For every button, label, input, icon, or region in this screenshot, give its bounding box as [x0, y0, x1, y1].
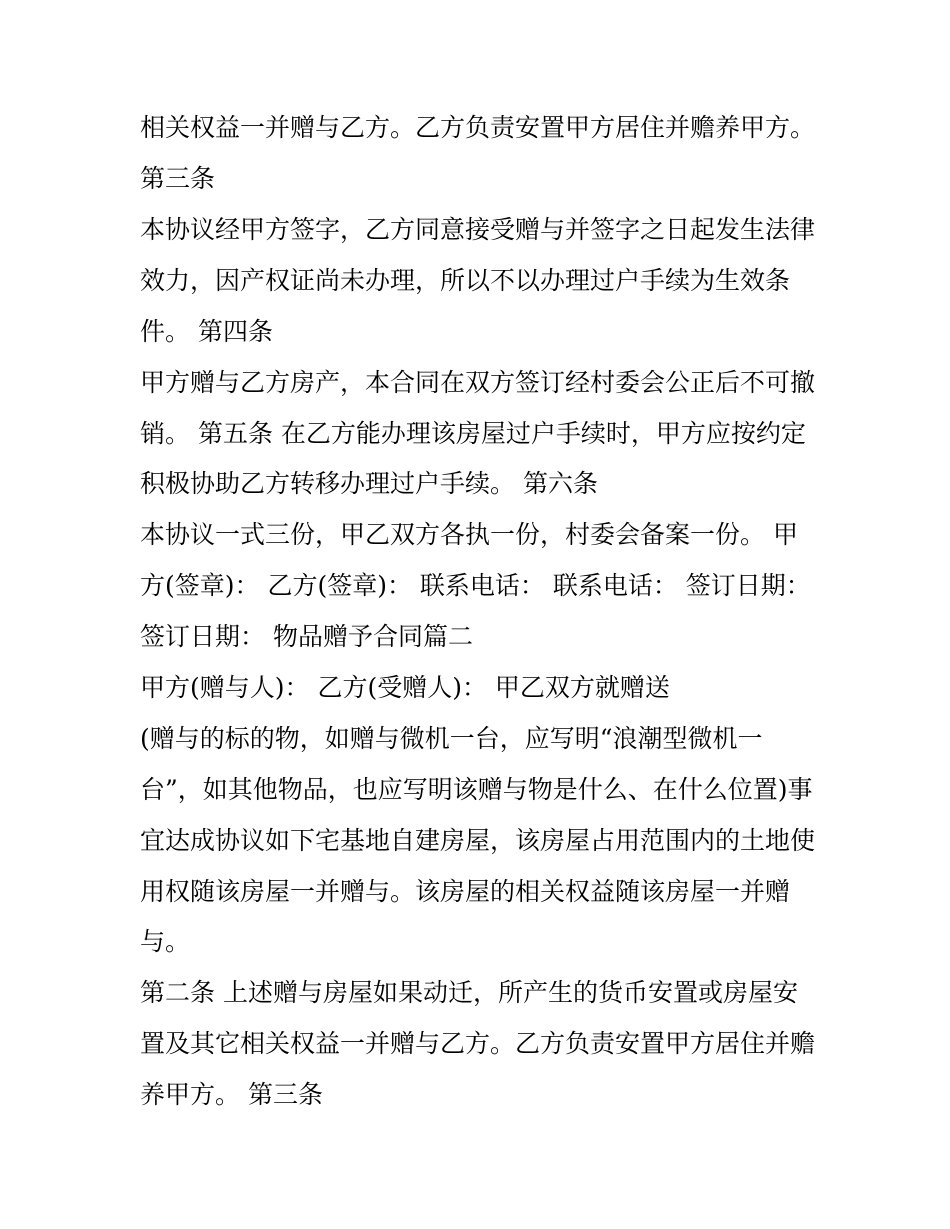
- text-line: 方(签章)： 乙方(签章)： 联系电话： 联系电话： 签订日期：: [140, 571, 811, 600]
- text-line: 本协议经甲方签字，乙方同意接受赠与并签字之日起发生法律: [140, 215, 816, 244]
- text-line: 与。: [140, 927, 191, 956]
- text-line: 本协议一式三份，甲乙双方各执一份，村委会备案一份。 甲: [140, 520, 798, 549]
- text-line: 养甲方。 第三条: [140, 1080, 323, 1109]
- text-line: 第二条 上述赠与房屋如果动迁，所产生的货币安置或房屋安: [140, 978, 798, 1007]
- text-line: 相关权益一并赠与乙方。乙方负责安置甲方居住并赡养甲方。: [140, 113, 816, 142]
- text-line: 台”，如其他物品，也应写明该赠与物是什么、在什么位置)事: [140, 775, 813, 804]
- text-line: 销。 第五条 在乙方能办理该房屋过户手续时，甲方应按约定: [140, 419, 806, 448]
- text-line: (赠与的标的物，如赠与微机一台，应写明“浪潮型微机一: [140, 724, 763, 753]
- text-line: 甲方(赠与人)： 乙方(受赠人)： 甲乙双方就赠送: [140, 673, 670, 702]
- text-line: 用权随该房屋一并赠与。该房屋的相关权益随该房屋一并赠: [140, 877, 791, 906]
- text-line: 第三条: [140, 164, 216, 193]
- text-line: 宜达成协议如下宅基地自建房屋，该房屋占用范围内的土地使: [140, 826, 816, 855]
- text-line: 效力，因产权证尚未办理，所以不以办理过户手续为生效条: [140, 266, 791, 295]
- text-line: 积极协助乙方转移办理过户手续。 第六条: [140, 469, 598, 498]
- text-line: 件。 第四条: [140, 317, 273, 346]
- text-line: 置及其它相关权益一并赠与乙方。乙方负责安置甲方居住并赡: [140, 1029, 816, 1058]
- text-line: 签订日期： 物品赠予合同篇二: [140, 622, 473, 651]
- text-line: 甲方赠与乙方房产，本合同在双方签订经村委会公正后不可撤: [140, 368, 816, 397]
